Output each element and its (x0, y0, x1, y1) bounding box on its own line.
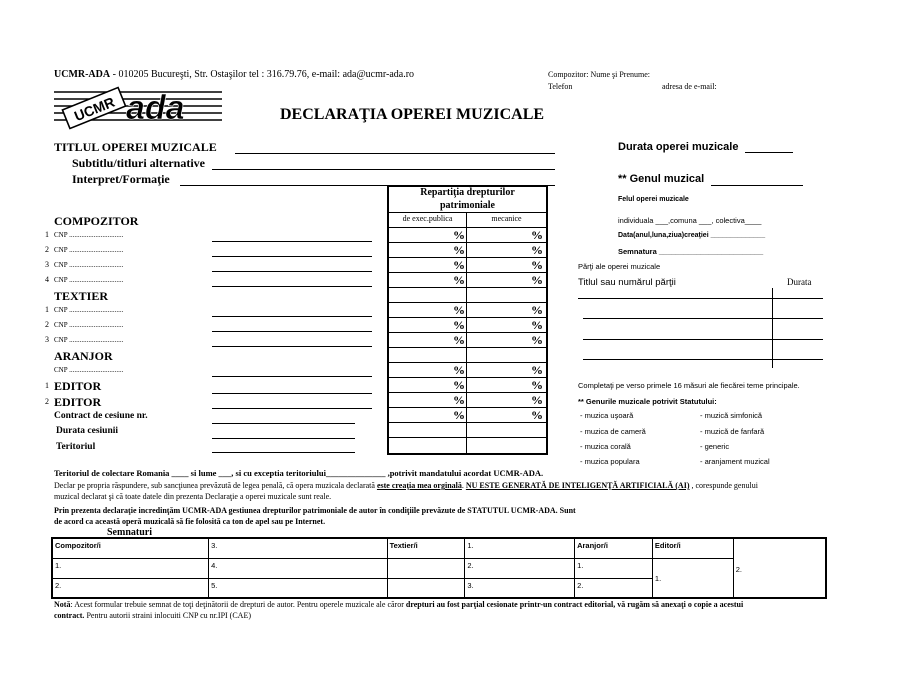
page-title: DECLARAŢIA OPEREI MUZICALE (280, 106, 545, 123)
rights-pct-exec[interactable]: % (453, 303, 465, 317)
sig-compozitor-4[interactable]: 4. (209, 558, 387, 578)
subtitlu-field[interactable] (212, 169, 555, 170)
rights-pct-mecanice[interactable]: % (531, 393, 543, 407)
cnp-label: CNP ............................... (54, 336, 124, 344)
sig-cell-3[interactable]: 3. (209, 538, 387, 558)
name-line[interactable] (212, 286, 372, 287)
rights-pct-mecanice[interactable]: % (531, 303, 543, 317)
composer-name-label: Compozitor: Nume şi Prenume: (548, 70, 650, 79)
teritoriul-line[interactable] (212, 452, 355, 453)
cnp-row-number: 2 (45, 245, 49, 254)
rights-row-line (387, 437, 548, 438)
durata-parte-header: Durata (787, 277, 812, 287)
rights-row-line (387, 302, 548, 303)
declar-ai: NU ESTE GENERATĂ DE INTELIGENŢĂ ARTIFICIALĂ (AI) (465, 481, 690, 490)
rights-row-line (387, 362, 548, 363)
rights-box-divider (466, 212, 467, 454)
sig-editor-2[interactable]: 2. (733, 538, 826, 598)
nota-label: Notă (54, 600, 71, 609)
rights-box-left (387, 185, 389, 455)
ucmr-ada-logo (54, 86, 224, 130)
compozitor-heading: COMPOZITOR (54, 214, 139, 228)
prin-line1: Prin prezenta declaraţie incredinţăm UCMR-ADA gestiunea drepturilor patrimoniale de autor în condiţiile prevăzute de STATUTUL UCMR-ADA. Sunt (54, 506, 576, 515)
sig-compozitor-5[interactable]: 5. (209, 578, 387, 598)
rights-heading-line1: Repartiţia drepturilor (420, 187, 515, 198)
editor1-line[interactable] (212, 393, 372, 394)
rights-pct-mecanice[interactable]: % (531, 258, 543, 272)
rights-col-mecanice: mecanice (491, 214, 522, 223)
rights-row-line (387, 347, 548, 348)
genre-item: - muzica uşoară (580, 411, 634, 420)
rights-pct-exec[interactable]: % (453, 258, 465, 272)
genre-item: - muzica de cameră (580, 427, 646, 436)
rights-row-line (387, 227, 548, 228)
cnp-label: CNP ............................... (54, 321, 124, 329)
nota-bold: contract. (54, 611, 85, 620)
nota-bold: drepturi au fost parţial cesionate printr-un contract editorial, vă rugăm să anexaţi o copie a acestui (405, 600, 744, 609)
genre-item: - aranjament muzical (700, 457, 770, 466)
rights-row-line (387, 317, 548, 318)
declar-text: . (461, 481, 466, 490)
rights-pct-exec[interactable]: % (453, 243, 465, 257)
declar-line1 (54, 481, 758, 490)
cnp-row-number: 4 (45, 275, 49, 284)
rights-row-line (387, 377, 548, 378)
rights-row-line (387, 212, 548, 213)
parts-line[interactable] (583, 359, 823, 360)
rights-row-line (387, 422, 548, 423)
rights-pct-exec[interactable]: % (453, 228, 465, 242)
name-line[interactable] (212, 331, 372, 332)
sig-aranjor-2[interactable]: 2. (575, 578, 653, 598)
nota-line1 (54, 600, 743, 609)
completati-note: Completaţi pe verso primele 16 măsuri ale fiecărei teme principale. (578, 381, 800, 390)
sig-editor-1[interactable]: 1. (652, 558, 733, 598)
nota-text: : Acest formular trebuie semnat de toţi deţinătorii de drepturi de autor. Pentru operele muzicale ale căror (70, 600, 406, 609)
cnp-row-number: 2 (45, 320, 49, 329)
cnp-row-number: 3 (45, 260, 49, 269)
org-details: - 010205 Bucureşti, Str. Ostaşilor tel : 316.79.76, e-mail: ada@ucmr-ada.ro (110, 69, 415, 80)
sig-aranjor-header: Aranjor/i (575, 538, 653, 558)
parts-line[interactable] (583, 318, 823, 319)
teritoriul-label: Teritoriul (56, 442, 96, 452)
rights-pct-mecanice[interactable]: % (531, 378, 543, 392)
genre-item: - generic (700, 442, 730, 451)
rights-pct-mecanice[interactable]: % (531, 408, 543, 422)
genre-item: - muzică de fanfară (700, 427, 765, 436)
cnp-label: CNP ............................... (54, 366, 124, 374)
rights-row-line (387, 257, 548, 258)
titlu-label: TITLUL OPEREI MUZICALE (54, 140, 217, 154)
rights-row-line (387, 272, 548, 273)
rights-heading-line2: patrimoniale (440, 200, 495, 211)
cnp-label: CNP ............................... (54, 276, 124, 284)
editor2-line[interactable] (212, 408, 372, 409)
cnp-label: CNP ............................... (54, 261, 124, 269)
sig-textier-empty[interactable] (387, 578, 465, 598)
editor1-number: 1 (45, 381, 49, 390)
declar-text: Declar pe propria răspundere, sub sancţiunea prevăzută de legea penală, că opera muzicala declarată (54, 481, 377, 490)
parti-label: Părţi ale operei muzicale (578, 262, 661, 271)
name-line[interactable] (212, 376, 372, 377)
org-header (54, 69, 414, 80)
editor2-number: 2 (45, 397, 49, 406)
sig-textier-empty[interactable] (387, 558, 465, 578)
rights-pct-mecanice[interactable]: % (531, 243, 543, 257)
data-creatiei: Data(anul,luna,ziua)creaţiei ______________ (618, 232, 766, 239)
rights-row-line (387, 287, 548, 288)
declar-text: , corespunde genului (689, 481, 758, 490)
semnaturi-heading: Semnaturi (107, 527, 152, 538)
logo-ada-text: ada (126, 89, 185, 127)
cnp-label: CNP ............................... (54, 231, 124, 239)
parts-line[interactable] (578, 298, 823, 299)
rights-pct-exec[interactable]: % (453, 393, 465, 407)
durata-cesiunii-line[interactable] (212, 438, 355, 439)
sig-textier-header: Textier/i (387, 538, 465, 558)
rights-col-exec: de exec.publica (402, 214, 453, 223)
genul-field[interactable] (711, 185, 803, 186)
rights-pct-exec[interactable]: % (453, 408, 465, 422)
rights-row-line (387, 242, 548, 243)
signature-table (51, 537, 827, 599)
rights-pct-mecanice[interactable]: % (531, 333, 543, 347)
rights-pct-exec[interactable]: % (453, 333, 465, 347)
sig-editor-header: Editor/i (652, 538, 733, 558)
sig-aranjor-1[interactable]: 1. (575, 558, 653, 578)
name-line[interactable] (212, 241, 372, 242)
editor1-heading: EDITOR (54, 379, 102, 393)
nota-line2 (54, 611, 251, 620)
name-line[interactable] (212, 256, 372, 257)
logo-ucmr-text: UCMR (71, 93, 117, 125)
rights-row-line (387, 392, 548, 393)
sig-textier-2[interactable]: 2. (465, 558, 575, 578)
sig-textier-3[interactable]: 3. (465, 578, 575, 598)
titlu-parte-header: Titlul sau numărul părţii (578, 277, 676, 288)
name-line[interactable] (212, 271, 372, 272)
durata-label: Durata operei muzicale (618, 141, 739, 153)
declar-original: este creaţia mea orginală (376, 481, 462, 490)
genurile-heading: ** Genurile muzicale potrivit Statutului: (578, 397, 717, 406)
titlu-field[interactable] (235, 153, 555, 154)
contract-line[interactable] (212, 423, 355, 424)
rights-pct-mecanice[interactable]: % (531, 318, 543, 332)
prin-line2: de acord ca această operă muzicală să fie folosită ca ton de apel sau pe Internet. (54, 517, 326, 526)
sig-compozitor-header: Compozitor/i (52, 538, 209, 558)
durata-field[interactable] (745, 152, 793, 153)
sig-compozitor-1[interactable]: 1. (52, 558, 209, 578)
sig-textier-1[interactable]: 1. (465, 538, 575, 558)
cnp-row-number: 1 (45, 230, 49, 239)
email-label: adresa de e-mail: (662, 82, 717, 91)
subtitlu-label: Subtitlu/titluri alternative (72, 156, 205, 170)
editor2-heading: EDITOR (54, 395, 102, 409)
parts-line[interactable] (583, 339, 823, 340)
parts-divider (772, 288, 773, 368)
cnp-row-number: 1 (45, 305, 49, 314)
rights-pct-exec[interactable]: % (453, 363, 465, 377)
rights-box-right (546, 185, 548, 455)
interpret-label: Interpret/Formaţie (72, 172, 170, 186)
genre-item: - muzica corală (580, 442, 631, 451)
phone-label: Telefon (548, 82, 573, 91)
rights-row-line (387, 407, 548, 408)
contract-label: Contract de cesiune nr. (54, 411, 148, 421)
cnp-label: CNP ............................... (54, 306, 124, 314)
rights-row-line (387, 332, 548, 333)
cnp-row-number: 3 (45, 335, 49, 344)
rights-box-bottom (387, 453, 548, 455)
genre-item: - muzică simfonică (700, 411, 763, 420)
individuala-options: individuala ___,comuna ___, colectiva____ (618, 216, 762, 225)
rights-pct-mecanice[interactable]: % (531, 228, 543, 242)
genul-label: ** Genul muzical (618, 173, 705, 185)
rights-pct-exec[interactable]: % (453, 273, 465, 287)
rights-pct-exec[interactable]: % (453, 378, 465, 392)
rights-pct-mecanice[interactable]: % (531, 273, 543, 287)
sig-compozitor-2[interactable]: 2. (52, 578, 209, 598)
name-line[interactable] (212, 346, 372, 347)
durata-cesiunii-label: Durata cesiunii (56, 426, 119, 436)
felul-label: Felul operei muzicale (618, 196, 689, 203)
org-name: UCMR-ADA (54, 69, 111, 80)
rights-pct-mecanice[interactable]: % (531, 363, 543, 377)
genre-item: - muzica populara (580, 457, 640, 466)
rights-pct-exec[interactable]: % (453, 318, 465, 332)
teritoriul-colectare: Teritoriul de colectare Romania ____ si lume ___, si cu exceptia teritoriului______________ ,potrivit mandatului acordat UCMR-ADA. (54, 468, 544, 478)
nota-text: Pentru autorii straini inlocuiti CNP cu nr.IPI (CAE) (84, 611, 252, 620)
declar-line2: muzical declarat şi că toate datele din prezenta Declaraţie a operei muzicale sunt reale. (54, 492, 332, 501)
semnatura-field: Semnatura _________________________ (618, 247, 764, 256)
aranjor-heading: ARANJOR (54, 349, 113, 363)
cnp-label: CNP ............................... (54, 246, 124, 254)
name-line[interactable] (212, 316, 372, 317)
textier-heading: TEXTIER (54, 289, 109, 303)
